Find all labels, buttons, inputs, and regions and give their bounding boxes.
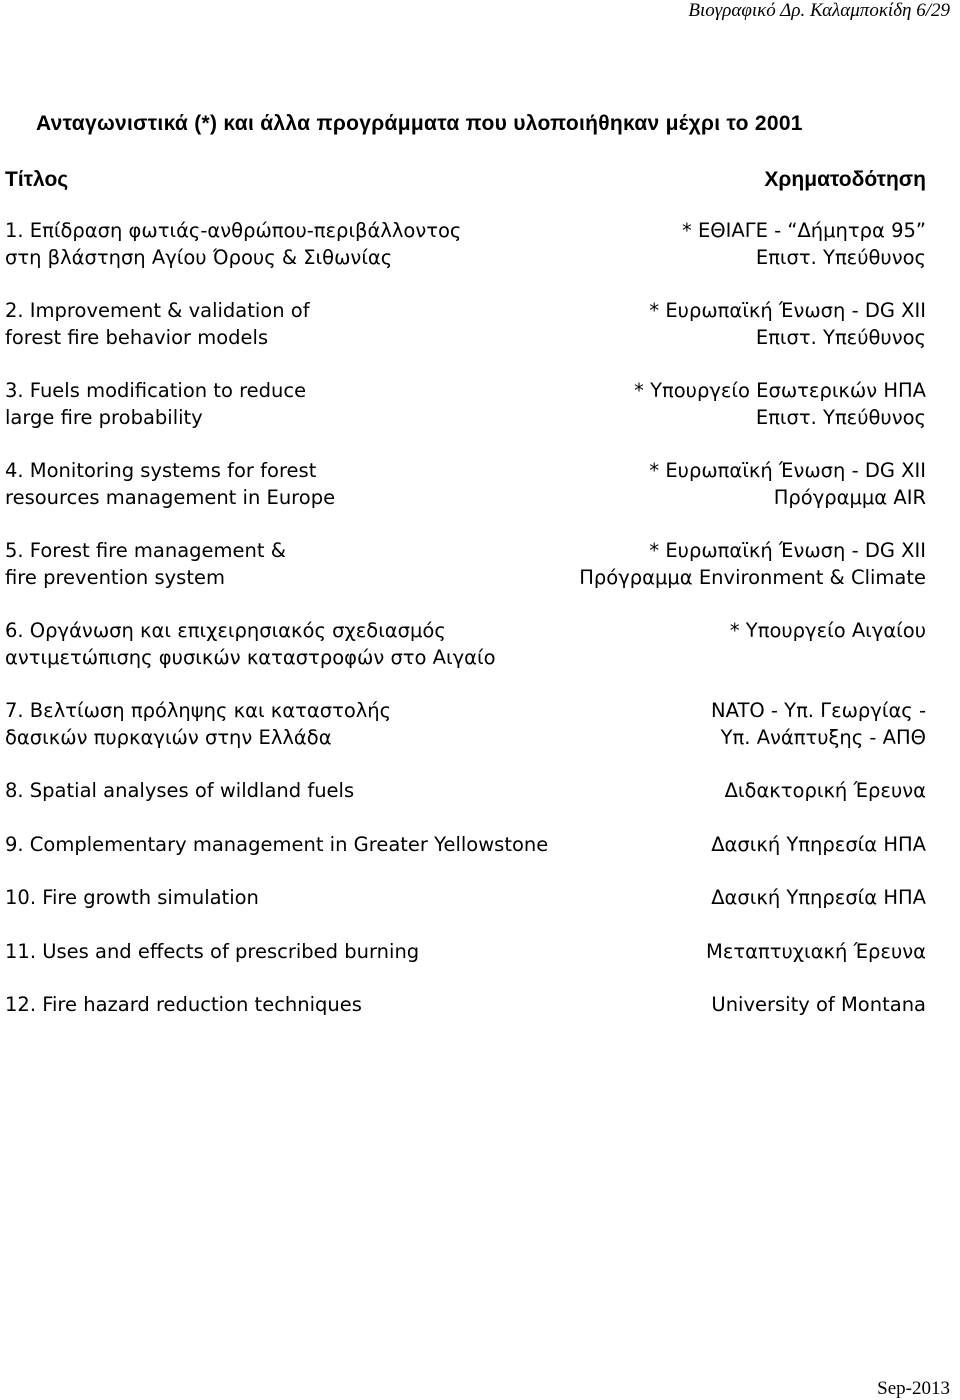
program-title: [5, 778, 354, 805]
program-title-line: resources management in Europe: [5, 485, 336, 509]
program-title-line: 10. Fire growth simulation: [5, 886, 259, 909]
program-title-line: 8. Spatial analyses of wildland fuels: [5, 779, 355, 802]
program-entry: [5, 698, 926, 751]
program-entry: [5, 885, 926, 912]
program-entry: [5, 538, 926, 591]
program-title-line: 9. Complementary management in Greater Yellowstone: [5, 832, 549, 856]
program-funding: [711, 992, 926, 1019]
program-title-line: 3. Fuels modification to reduce: [5, 379, 307, 402]
column-header-title: Τίτλος: [5, 168, 69, 191]
program-funding-line: University of Montana: [711, 993, 926, 1016]
program-funding-line: Επιστ. Υπεύθυνος: [755, 405, 926, 429]
program-entry: [5, 378, 926, 431]
program-entry: [5, 218, 926, 271]
program-entry: [5, 992, 926, 1019]
program-funding: [634, 378, 926, 431]
program-funding-line: Πρόγραμμα Environment & Climate: [579, 565, 926, 589]
program-title: [5, 618, 496, 671]
program-funding: [649, 298, 926, 351]
program-entry: [5, 458, 926, 511]
program-title-line: forest fire behavior models: [5, 325, 269, 349]
program-title-line: large fire probability: [5, 405, 203, 429]
program-entry: [5, 618, 926, 671]
program-title: [5, 218, 461, 271]
program-title-line: δασικών πυρκαγιών στην Ελλάδα: [5, 725, 332, 749]
program-entry: [5, 778, 926, 805]
program-title-line: fire prevention system: [5, 565, 225, 589]
program-title: [5, 458, 335, 511]
section-title: Ανταγωνιστικά (*) και άλλα προγράμματα που υλοποιήθηκαν μέχρι το 2001: [36, 112, 803, 135]
program-funding-line: Επιστ. Υπεύθυνος: [755, 325, 926, 349]
running-header: Βιογραφικό Δρ. Καλαμποκίδη 6/29: [688, 0, 950, 21]
program-funding: [706, 939, 926, 966]
program-funding: [711, 885, 926, 912]
program-title: [5, 992, 362, 1019]
program-title-line: στη βλάστηση Αγίου Όρους & Σιθωνίας: [5, 245, 393, 269]
footer-date: Sep-2013: [877, 1378, 950, 1399]
program-title-line: 11. Uses and effects of prescribed burning: [5, 939, 420, 963]
program-title-line: 5. Forest fire management &: [5, 539, 286, 562]
program-funding: [649, 458, 926, 511]
program-title-line: 2. Improvement & validation of: [5, 299, 310, 322]
program-funding-line: Δασική Υπηρεσία ΗΠΑ: [711, 886, 926, 909]
program-title-line: 7. Βελτίωση πρόληψης και καταστολής: [5, 699, 392, 722]
program-title: [5, 698, 391, 751]
program-funding-line: Μεταπτυχιακή Έρευνα: [706, 939, 926, 963]
program-title-line: 4. Monitoring systems for forest: [5, 459, 317, 482]
program-funding-line: * Ευρωπαϊκή Ένωση - DG XII: [649, 299, 926, 322]
program-funding-line: Επιστ. Υπεύθυνος: [755, 245, 926, 269]
program-funding-line: NATO - Υπ. Γεωργίας -: [711, 699, 926, 722]
program-list: [5, 218, 926, 1046]
program-title: [5, 885, 259, 912]
program-title-line: αντιμετώπισης φυσικών καταστροφών στο Αιγαίο: [5, 645, 496, 669]
program-title-line: 12. Fire hazard reduction techniques: [5, 993, 362, 1016]
program-funding: [725, 778, 926, 805]
program-title: [5, 939, 419, 966]
program-title-line: 1. Επίδραση φωτιάς-ανθρώπου-περιβάλλοντος: [5, 219, 462, 242]
program-entry: [5, 298, 926, 351]
program-funding-line: * Ευρωπαϊκή Ένωση - DG XII: [649, 459, 926, 482]
program-entry: [5, 939, 926, 966]
program-funding-line: * Ευρωπαϊκή Ένωση - DG XII: [649, 539, 926, 562]
program-funding-line: * ΕΘΙΑΓΕ - “Δήμητρα 95”: [682, 219, 926, 242]
program-title-line: 6. Οργάνωση και επιχειρησιακός σχεδιασμός: [5, 619, 446, 642]
program-title: [5, 538, 286, 591]
program-funding-line: Δασική Υπηρεσία ΗΠΑ: [711, 832, 926, 856]
program-title: [5, 832, 548, 859]
program-funding: [711, 698, 926, 751]
program-entry: [5, 832, 926, 859]
column-header-funding: Χρηματοδότηση: [764, 168, 926, 191]
program-title: [5, 298, 310, 351]
program-funding: [711, 832, 926, 859]
program-funding-line: * Υπουργείο Αιγαίου: [729, 619, 926, 642]
program-funding-line: Διδακτορική Έρευνα: [724, 779, 926, 802]
program-funding-line: Πρόγραμμα AIR: [773, 485, 926, 509]
program-funding: [682, 218, 926, 271]
program-funding-line: Υπ. Ανάπτυξης - ΑΠΘ: [720, 725, 926, 749]
program-funding-line: * Υπουργείο Εσωτερικών ΗΠΑ: [634, 379, 926, 402]
program-funding: [730, 618, 926, 645]
program-title: [5, 378, 306, 431]
program-funding: [579, 538, 926, 591]
